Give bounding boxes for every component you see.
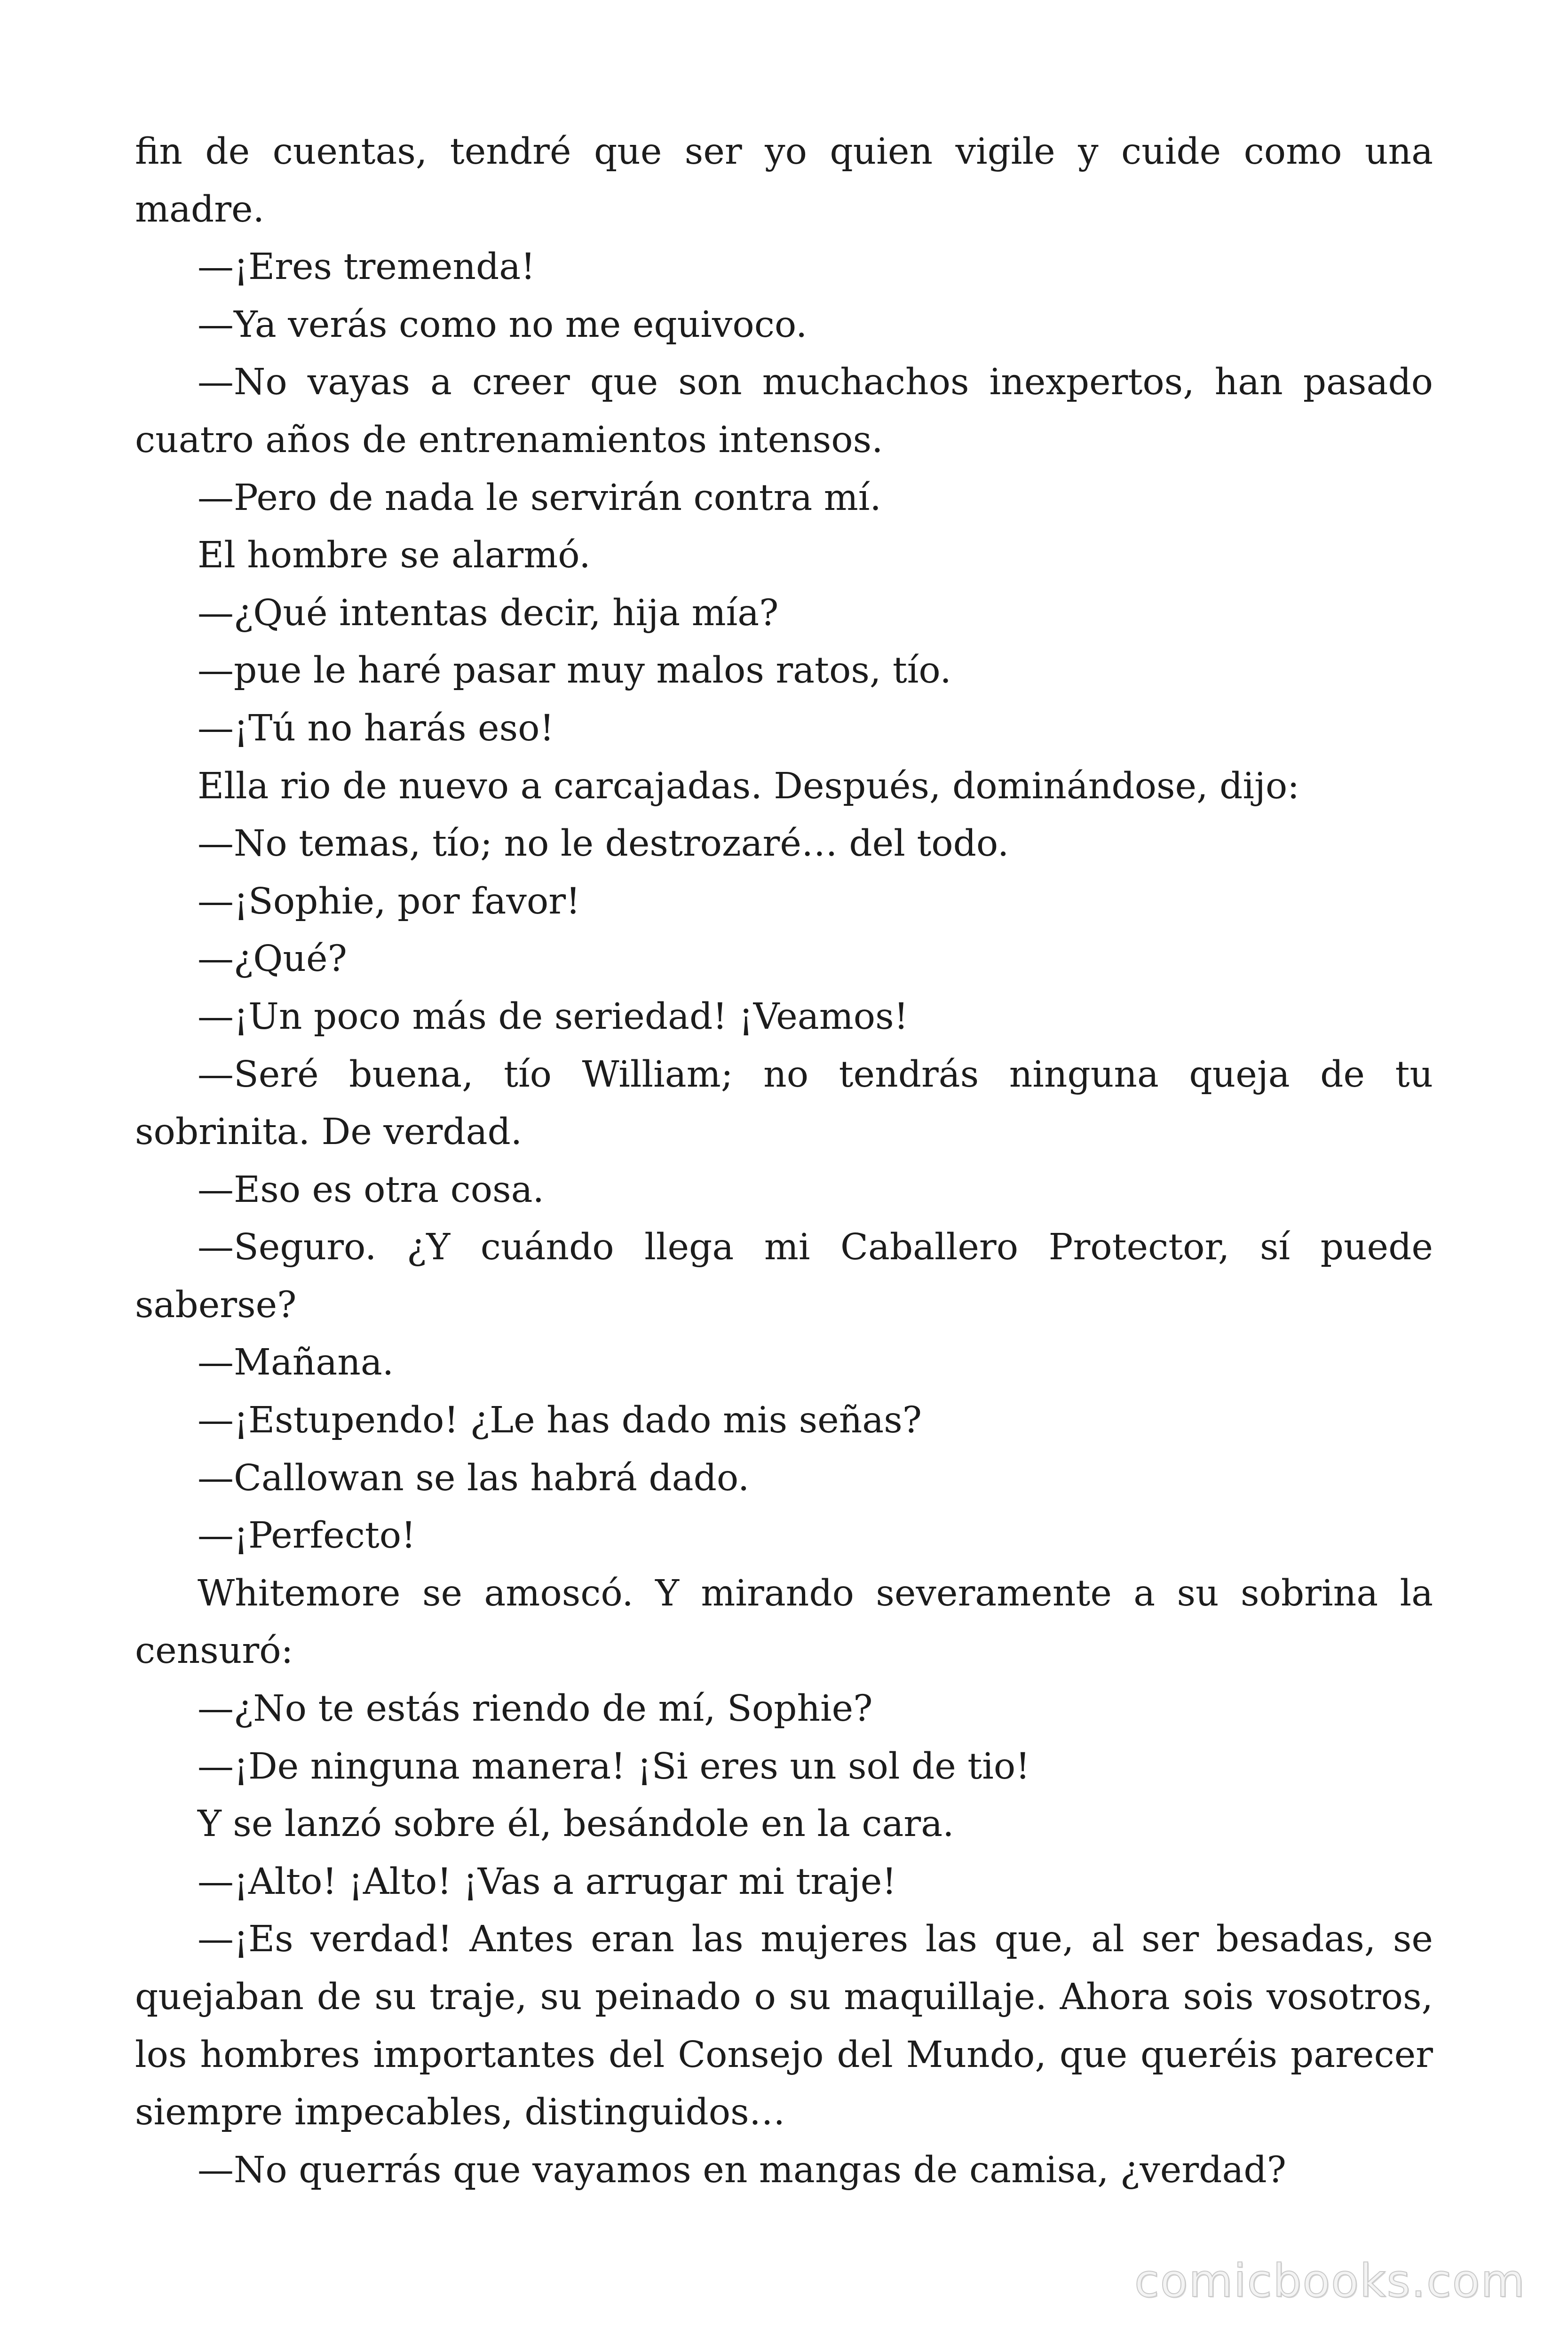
paragraph: —No temas, tío; no le destrozaré… del todo. [198, 823, 1009, 865]
paragraph: —No querrás que vayamos en mangas de camisa, ¿verdad? [198, 2149, 1286, 2191]
paragraph: —¡Sophie, por favor! [198, 880, 581, 922]
watermark: comicbooks.com [1134, 2255, 1526, 2307]
paragraph: —Pero de nada le servirán contra mí. [198, 477, 881, 519]
paragraph: —Seré buena, tío William; no tendrás ninguna queja de tu sobrinita. De verdad. [135, 1053, 1433, 1153]
paragraph: —Callowan se las habrá dado. [198, 1457, 750, 1499]
paragraph: —Mañana. [198, 1342, 394, 1384]
paragraph: —¡Perfecto! [198, 1515, 416, 1557]
paragraph: —¡Eres tremenda! [198, 246, 536, 288]
paragraph: —No vayas a creer que son muchachos inexpertos, han pasado cuatro años de entrenamientos intensos. [135, 361, 1433, 461]
paragraph: —Ya verás como no me equivoco. [198, 303, 808, 346]
paragraph: —¡Es verdad! Antes eran las mujeres las que, al ser besadas, se quejaban de su traje, su peinado o su maquillaje. Ahora sois vosotros, los hombres importantes del Consejo del Mundo, que queréis parecer siempre impecables, distinguidos… [135, 1918, 1433, 2134]
paragraph: Whitemore se amoscó. Y mirando severamente a su sobrina la censuró: [135, 1572, 1433, 1672]
paragraph: fin de cuentas, tendré que ser yo quien vigile y cuide como una madre. [135, 131, 1433, 230]
paragraph: Y se lanzó sobre él, besándole en la cara. [198, 1803, 954, 1845]
paragraph: —¡Alto! ¡Alto! ¡Vas a arrugar mi traje! [198, 1860, 897, 1903]
paragraph: —pue le haré pasar muy malos ratos, tío. [198, 650, 951, 692]
paragraph: —¡Estupendo! ¿Le has dado mis señas? [198, 1399, 922, 1442]
paragraph: —¿Qué? [198, 938, 347, 980]
paragraph: El hombre se alarmó. [198, 534, 591, 577]
paragraph: —¿Qué intentas decir, hija mía? [198, 592, 779, 634]
paragraph: —¿No te estás riendo de mí, Sophie? [198, 1688, 873, 1730]
paragraph: —Eso es otra cosa. [198, 1168, 544, 1211]
paragraph: —¡Tú no harás eso! [198, 707, 554, 749]
paragraph: —¡De ninguna manera! ¡Si eres un sol de tio! [198, 1745, 1030, 1788]
paragraph: —Seguro. ¿Y cuándo llega mi Caballero Protector, sí puede saberse? [135, 1226, 1433, 1326]
paragraph: Ella rio de nuevo a carcajadas. Después, dominándose, dijo: [198, 765, 1300, 807]
paragraph: —¡Un poco más de seriedad! ¡Veamos! [198, 995, 909, 1038]
page-body [135, 123, 1433, 2199]
